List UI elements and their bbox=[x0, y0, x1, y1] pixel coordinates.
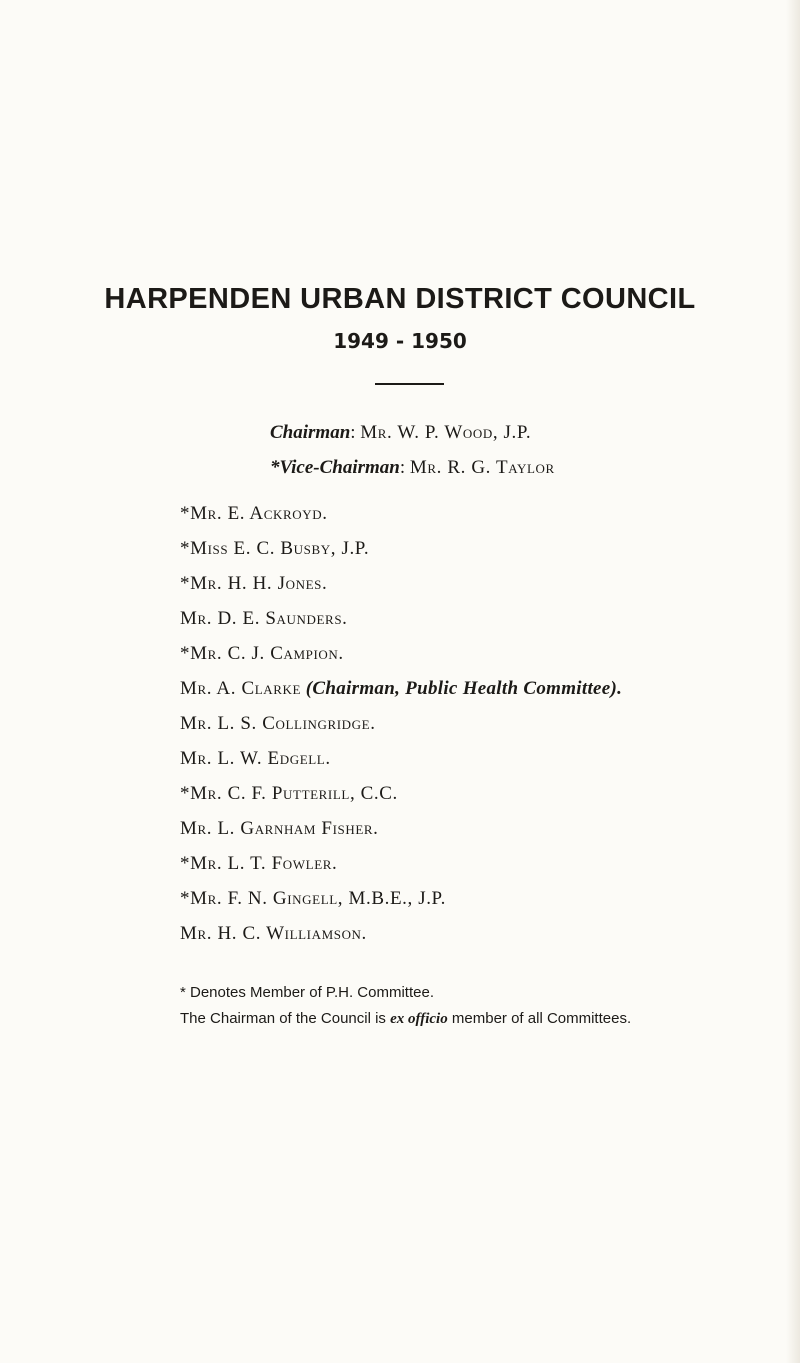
vice-chairman-colon: : bbox=[399, 457, 410, 478]
divider-rule bbox=[375, 383, 444, 385]
member-item bbox=[180, 642, 622, 677]
member-item bbox=[180, 502, 622, 537]
chairman-role: Chairman bbox=[270, 422, 351, 443]
member-name: Mr. L. S. Collingridge. bbox=[180, 713, 376, 734]
member-name: *Mr. H. H. Jones. bbox=[180, 573, 328, 594]
member-item bbox=[180, 852, 622, 887]
chairman-line bbox=[270, 421, 531, 445]
member-item bbox=[180, 747, 622, 782]
member-name: Mr. A. Clarke bbox=[180, 678, 302, 699]
chairman-name: Mr. W. P. Wood, J.P. bbox=[360, 422, 532, 443]
member-item bbox=[180, 607, 622, 642]
member-item bbox=[180, 677, 622, 712]
vice-chairman-line bbox=[270, 456, 555, 480]
member-list bbox=[180, 502, 622, 957]
member-item bbox=[180, 537, 622, 572]
member-name: Mr. L. W. Edgell. bbox=[180, 748, 331, 769]
member-name: *Mr. E. Ackroyd. bbox=[180, 503, 328, 524]
member-item bbox=[180, 782, 622, 817]
member-item bbox=[180, 887, 622, 922]
footnote-ex-officio-start: The Chairman of the Council is bbox=[180, 1010, 386, 1027]
member-item bbox=[180, 817, 622, 852]
member-name: Mr. H. C. Williamson. bbox=[180, 923, 367, 944]
chairman-colon: : bbox=[350, 422, 361, 443]
member-item bbox=[180, 712, 622, 747]
member-name: Mr. D. E. Saunders. bbox=[180, 608, 348, 629]
member-name: *Miss E. C. Busby, J.P. bbox=[180, 538, 370, 559]
member-name: *Mr. C. F. Putterill, C.C. bbox=[180, 783, 398, 804]
vice-chairman-role: *Vice-Chairman bbox=[270, 457, 400, 478]
vice-chairman-name: Mr. R. G. Taylor bbox=[409, 457, 555, 478]
footnote-ex-officio-end: member of all Committees. bbox=[451, 1010, 632, 1027]
member-name: *Mr. C. J. Campion. bbox=[180, 643, 344, 664]
member-item bbox=[180, 922, 622, 957]
footnote-ex-officio bbox=[180, 1009, 631, 1029]
member-role-note: (Chairman, Public Health Committee). bbox=[305, 678, 623, 699]
council-title: HARPENDEN URBAN DISTRICT COUNCIL bbox=[104, 283, 696, 315]
footnote-ph-committee: * Denotes Member of P.H. Committee. bbox=[180, 984, 434, 1001]
member-name: Mr. L. Garnham Fisher. bbox=[180, 818, 379, 839]
member-item bbox=[180, 572, 622, 607]
year-range: 1949 - 1950 bbox=[333, 329, 467, 353]
page-edge bbox=[786, 0, 800, 1363]
member-name: *Mr. F. N. Gingell, M.B.E., J.P. bbox=[180, 888, 446, 909]
member-name: *Mr. L. T. Fowler. bbox=[180, 853, 338, 874]
footnote-ex-officio-italic: ex officio bbox=[390, 1011, 448, 1027]
